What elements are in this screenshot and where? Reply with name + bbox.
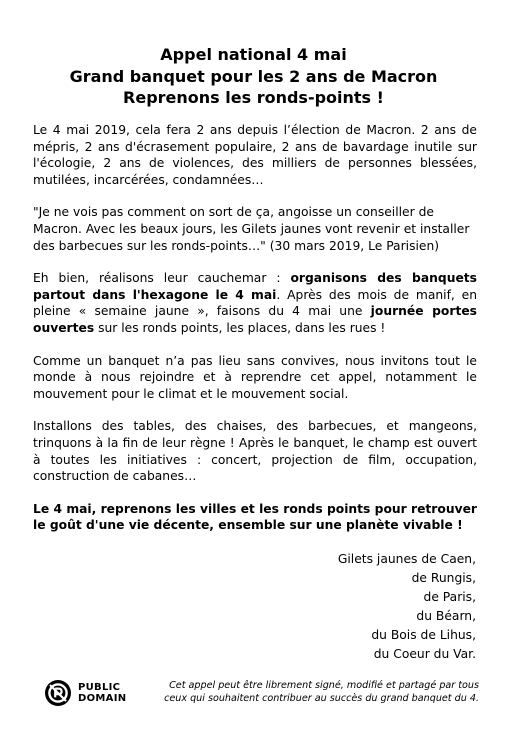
signature-line: du Coeur du Var. [373,647,476,661]
signature-line: du Bois de Lihus, [371,628,476,642]
paragraph-banquets-text-2: . Après des mois de manif, en pleine « semaine jaune », faisons du 4 mai une [33,287,477,319]
footer-note-line-1: Cet appel peut être librement signé, modifié et partagé par tous [169,680,479,691]
paragraph-conclusion-bold: Le 4 mai, reprenons les villes et les ronds points pour retrouver le goût d'une vie décente, ensemble sur une planète vivable ! [33,501,477,533]
public-domain-icon [44,679,72,707]
paragraph-installons: Installons des tables, des chaises, des barbecues, et mangeons, trinquons à la fin de leur règne ! Après le banquet, le champ est ouvert à toutes les initiatives : concert, projection de film, occupation, construction de cabanes… [33,419,477,484]
document-body [33,122,477,534]
paragraph-banquets [33,270,477,336]
signature-line: de Rungis, [411,571,476,585]
footer-note [159,679,479,705]
title-line-3: Reprenons les ronds-points ! [123,88,384,107]
paragraph-banquets-text-3: sur les ronds points, les places, dans les rues ! [94,320,386,335]
public-domain-label-line-1: PUBLIC [78,682,121,693]
paragraph-quote: "Je ne vois pas comment on sort de ça, angoisse un conseiller de Macron. Avec les beaux jours, les Gilets jaunes vont revenir et installer des barbecues sur les ronds-points…" (30 mars 2019, Le Parisien) [33,205,470,253]
paragraph-election: Le 4 mai 2019, cela fera 2 ans depuis l’élection de Macron. 2 ans de mépris, 2 ans d'écrasement populaire, 2 ans de bavardage inutile sur l'écologie, 2 ans de violences, des milliers de personnes blessées, mutilées, incarcérées, condamnées… [33,123,477,187]
title-line-1: Appel national 4 mai [160,45,347,64]
paragraph-conclusion [33,501,477,534]
public-domain-label [78,682,126,704]
paragraph-banquets-bold-2: journée portes ouvertes [33,304,477,335]
title-line-2: Grand banquet pour les 2 ans de Macron [69,66,438,86]
signature-line: Gilets jaunes de Caen, [337,552,476,566]
public-domain-label-line-2: DOMAIN [78,693,127,704]
signature-block [338,550,476,664]
paragraph-banquets-text-1: Eh bien, réalisons leur cauchemar : [33,271,291,286]
signature-line: du Béarn, [416,609,476,623]
public-domain-logo [44,679,126,707]
signature-line: de Paris, [423,590,476,604]
footer-note-line-2: ceux qui souhaitent contribuer au succès du grand banquet du 4. [164,693,479,704]
document-title [0,44,507,109]
paragraph-invitation: Comme un banquet n’a pas lieu sans convives, nous invitons tout le monde à nous rejoindre et à reprendre cet appel, notamment le mouvement pour le climat et le mouvement social. [33,353,477,401]
paragraph-banquets-bold-1: organisons des banquets partout dans l'hexagone le 4 mai [33,271,477,302]
